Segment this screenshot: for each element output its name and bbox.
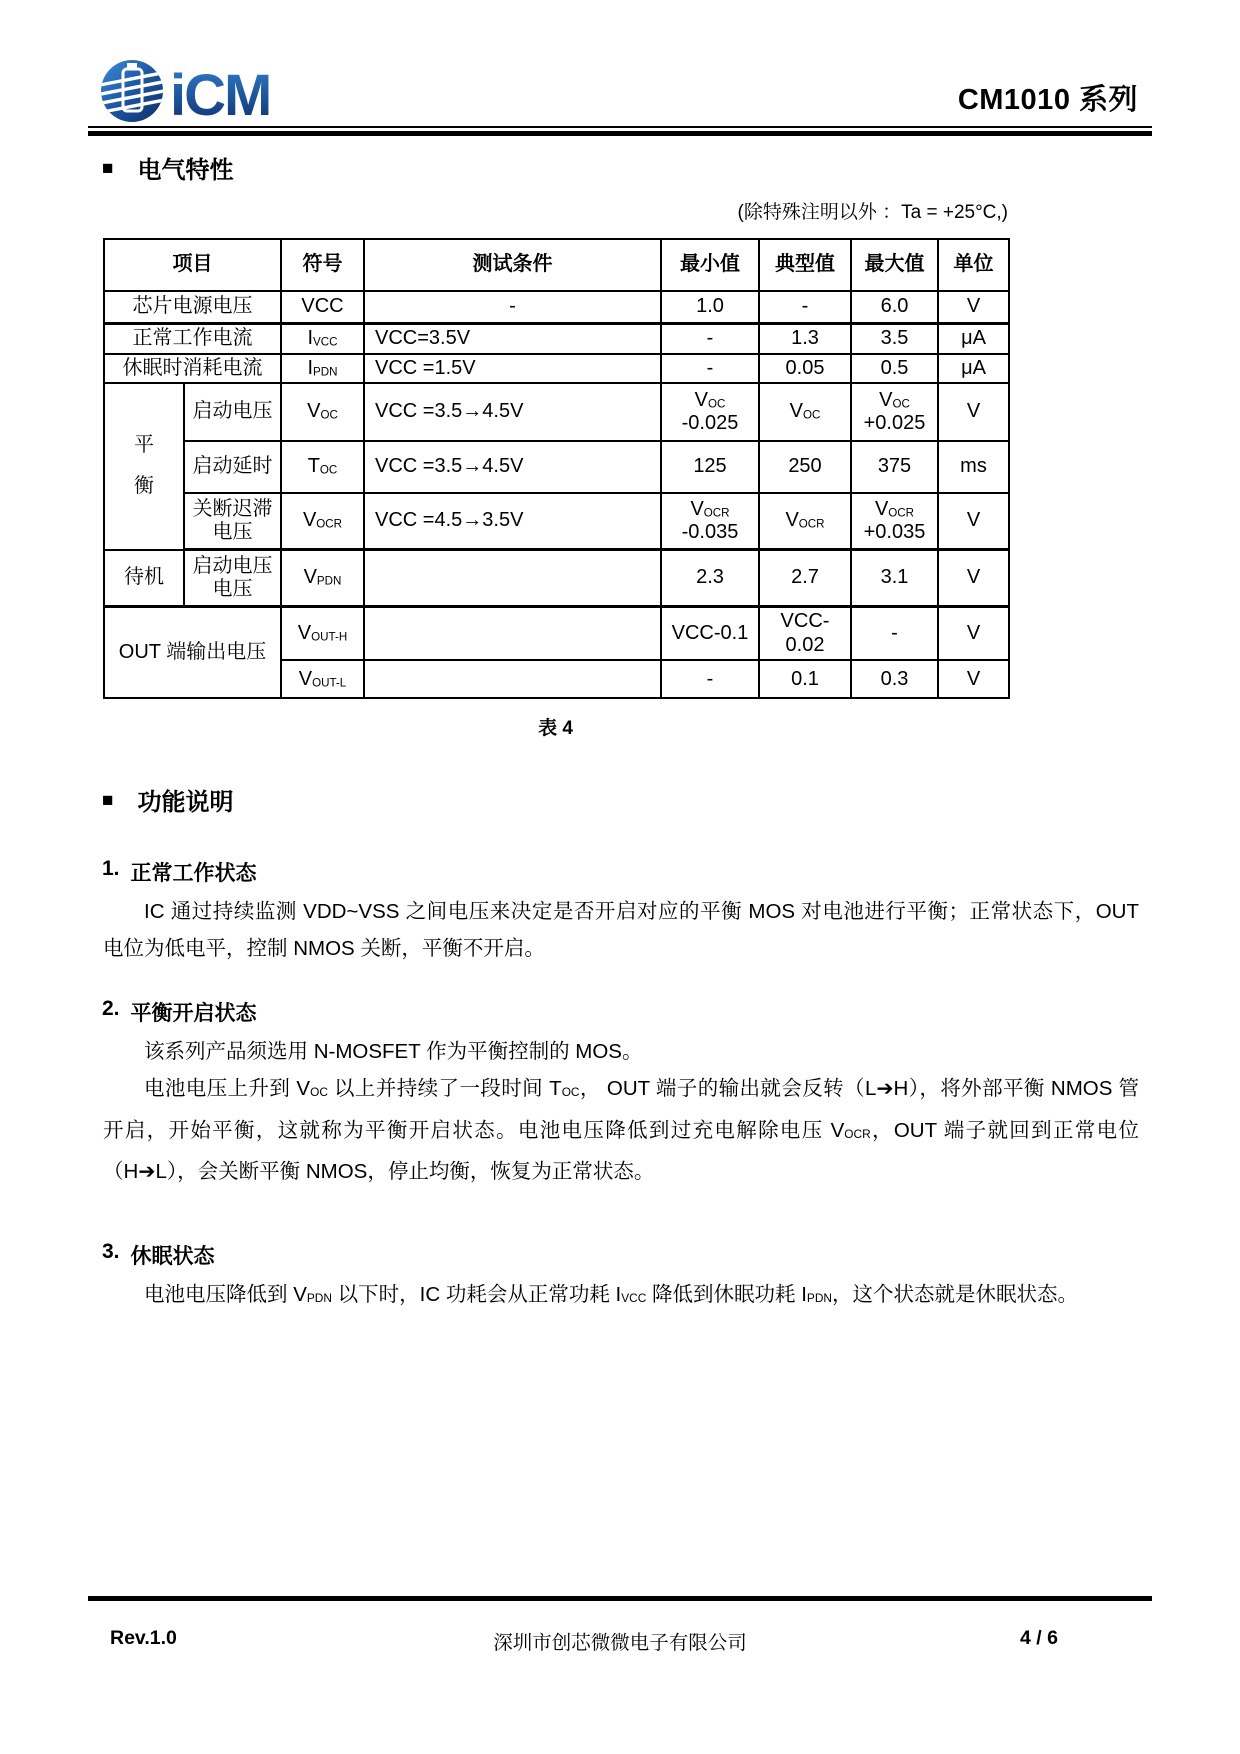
cell-unit: V — [938, 550, 1009, 607]
cell-condition: VCC=3.5V — [364, 324, 661, 354]
table-row — [104, 354, 1009, 384]
cell-item: 芯片电源电压 — [104, 291, 281, 324]
table-row — [104, 441, 1009, 493]
table-row — [104, 324, 1009, 354]
paragraph: IC 通过持续监测 VDD~VSS 之间电压来决定是否开启对应的平衡 MOS 对电池进行平衡；正常状态下，OUT 电位为低电平，控制 NMOS 关断，平衡不开启。 — [103, 900, 1139, 961]
cell-condition: VCC =4.5→3.5V — [364, 493, 661, 550]
test-condition-note: (除特殊注明以外 ：Ta = +25°C,) — [737, 202, 1008, 223]
table-row — [104, 493, 1009, 550]
cell-unit: V — [938, 607, 1009, 661]
cell-min: - — [661, 324, 759, 354]
col-header-max: 最大值 — [851, 239, 938, 291]
cell-max: 3.5 — [851, 324, 938, 354]
cell-unit: μA — [938, 354, 1009, 384]
cell-typ: 1.3 — [759, 324, 851, 354]
cell-min: 1.0 — [661, 291, 759, 324]
col-header-min: 最小值 — [661, 239, 759, 291]
subsection-title: 休眠状态 — [130, 1244, 215, 1268]
cell-typ: 2.7 — [759, 550, 851, 607]
cell-min: - — [661, 354, 759, 384]
battery-cap-icon — [127, 63, 137, 69]
cell-condition — [364, 550, 661, 607]
section-bullet-icon: ■ — [102, 158, 114, 179]
cell-symbol: $V_{OUT-L}$ — [281, 660, 364, 698]
cell-symbol: $V_{OUT-H}$ — [281, 607, 364, 661]
table-row — [104, 550, 1009, 607]
cell-unit: V — [938, 383, 1009, 441]
cell-symbol: VCC — [281, 291, 364, 324]
cell-group-standby: 待机 — [104, 550, 184, 607]
cell-group-out: OUT 端输出电压 — [104, 607, 281, 699]
table-row — [104, 383, 1009, 441]
cell-item: 启动电压 电压 — [184, 550, 281, 607]
paragraph: 该系列产品须选用 N-MOSFET 作为平衡控制的 MOS。 — [144, 1040, 643, 1064]
section-bullet-icon: ■ — [102, 790, 114, 812]
cell-min: - — [661, 660, 759, 698]
table-caption: 表 4 — [538, 718, 573, 740]
cell-unit: V — [938, 660, 1009, 698]
revision-label: Rev.1.0 — [110, 1627, 177, 1649]
cell-condition: - — [364, 291, 661, 324]
cell-symbol: $V_{PDN}$ — [281, 550, 364, 607]
cell-min: VCC-0.1 — [661, 607, 759, 661]
cell-max: $V_{OC}$ +0.025 — [851, 383, 938, 441]
cell-typ: $V_{OCR}$ — [759, 493, 851, 550]
cell-condition — [364, 607, 661, 661]
col-header-item: 项目 — [104, 239, 281, 291]
company-name: 深圳市创芯微微电子有限公司 — [493, 1632, 747, 1654]
subsection-heading-normal-state — [102, 857, 1152, 887]
cell-min: $V_{OCR}$ -0.035 — [661, 493, 759, 550]
cell-unit: V — [938, 291, 1009, 324]
cell-symbol: $I_{PDN}$ — [281, 354, 364, 384]
cell-condition — [364, 660, 661, 698]
cell-item: 启动电压 — [184, 383, 281, 441]
cell-typ: 0.1 — [759, 660, 851, 698]
subsection-title: 正常工作状态 — [130, 862, 257, 886]
footer-rule — [88, 1596, 1152, 1601]
cell-typ: 250 — [759, 441, 851, 493]
cell-unit: V — [938, 493, 1009, 550]
cell-symbol: $T_{OC}$ — [281, 441, 364, 493]
electrical-title-text: 电气特性 — [137, 157, 234, 184]
subsection-heading-sleep-state — [102, 1240, 1152, 1270]
cell-item: 休眠时消耗电流 — [104, 354, 281, 384]
table-row — [104, 607, 1009, 661]
icm-logo — [98, 54, 318, 131]
electrical-characteristics-table — [103, 238, 1010, 699]
cell-condition: VCC =3.5→4.5V — [364, 441, 661, 493]
cell-unit: ms — [938, 441, 1009, 493]
paragraph: 电池电压降低到 $V_{PDN}$ 以下时，IC 功耗会从正常功耗 $I_{VCC}$ 降低到休眠功耗 $I_{PDN}$，这个状态就是休眠状态。 — [144, 1282, 1078, 1306]
cell-symbol: $V_{OC}$ — [281, 383, 364, 441]
cell-typ: 0.05 — [759, 354, 851, 384]
cell-symbol: $V_{OCR}$ — [281, 493, 364, 550]
cell-min: $V_{OC}$ -0.025 — [661, 383, 759, 441]
cell-max: - — [851, 607, 938, 661]
footer-row — [0, 1627, 1240, 1653]
cell-symbol: $I_{VCC}$ — [281, 324, 364, 354]
subsection-number: 2. — [102, 997, 120, 1021]
cell-condition: VCC =1.5V — [364, 354, 661, 384]
cell-typ: - — [759, 291, 851, 324]
page-header — [88, 0, 1152, 126]
col-header-symbol: 符号 — [281, 239, 364, 291]
table-row — [104, 291, 1009, 324]
subsection-number: 3. — [102, 1239, 120, 1263]
page-footer — [0, 1596, 1240, 1653]
page-number: 4 / 6 — [1020, 1627, 1058, 1649]
cell-max: 0.3 — [851, 660, 938, 698]
col-header-unit: 单位 — [938, 239, 1009, 291]
cell-max: 0.5 — [851, 354, 938, 384]
functional-title-text: 功能说明 — [137, 789, 234, 817]
cell-typ: VCC-0.02 — [759, 607, 851, 661]
paragraph: 电池电压上升到 $V_{OC}$ 以上并持续了一段时间 $T_{OC}$， OUT 端子的输出就会反转（L➔H），将外部平衡 NMOS 管开启，开始平衡，这就称为平衡开启状态。电池电压降低到过充电解除电压 $V_{OCR}$，OUT 端子就回到正常电位（H➔L），会关断平衡 NMOS，停止均衡，恢复为正常状态。 — [103, 1077, 1139, 1183]
subsection-number: 1. — [102, 857, 120, 881]
logo-wordmark: iCM — [170, 63, 271, 126]
cell-unit: μA — [938, 324, 1009, 354]
col-header-typ: 典型值 — [759, 239, 851, 291]
electrical-section-title — [102, 150, 1152, 185]
cell-max: $V_{OCR}$ +0.035 — [851, 493, 938, 550]
table-header-row — [104, 239, 1009, 291]
cell-max: 3.1 — [851, 550, 938, 607]
col-header-condition: 测试条件 — [364, 239, 661, 291]
subsection-title: 平衡开启状态 — [130, 1002, 257, 1026]
cell-item: 启动延时 — [184, 441, 281, 493]
cell-item: 正常工作电流 — [104, 324, 281, 354]
cell-condition: VCC =3.5→4.5V — [364, 383, 661, 441]
cell-max: 375 — [851, 441, 938, 493]
cell-min: 125 — [661, 441, 759, 493]
cell-group-balance: 平 衡 — [104, 383, 184, 550]
product-series-title: CM1010 系列 — [957, 84, 1138, 116]
functional-section-title — [102, 782, 1152, 817]
cell-max: 6.0 — [851, 291, 938, 324]
subsection-heading-balance-on-state — [102, 997, 1152, 1027]
cell-item: 关断迟滞 电压 — [184, 493, 281, 550]
icm-logo-icon — [98, 54, 318, 126]
cell-typ: $V_{OC}$ — [759, 383, 851, 441]
cell-min: 2.3 — [661, 550, 759, 607]
